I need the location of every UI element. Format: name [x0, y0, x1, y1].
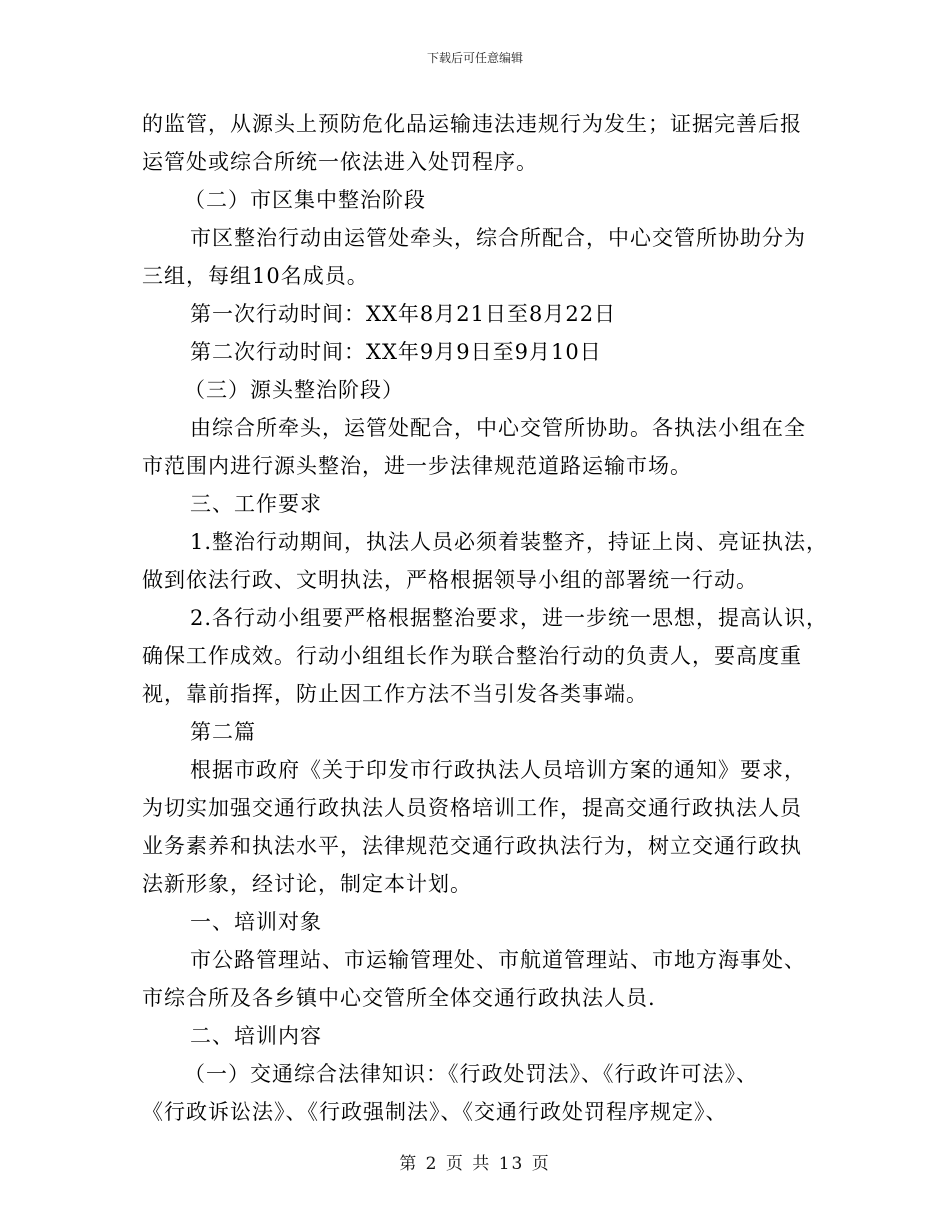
paragraph-line: 1.整治行动期间，执法人员必须着装整齐，持证上岗、亮证执法，: [190, 530, 829, 554]
paragraph-line: 《行政诉讼法》、《行政强制法》、《交通行政处罚程序规定》、: [142, 1100, 728, 1124]
paragraph-line: 三组，每组10名成员。: [142, 264, 369, 288]
paragraph-line: 市综合所及各乡镇中心交管所全体交通行政执法人员.: [142, 986, 656, 1010]
paragraph-line: 视，靠前指挥，防止因工作方法不当引发各类事端。: [142, 682, 648, 706]
section-heading: 二、培训内容: [190, 1024, 322, 1048]
paragraph-line: 做到依法行政、文明执法，严格根据领导小组的部署统一行动。: [142, 568, 758, 592]
document-body: [142, 105, 829, 1131]
page-header-note: 下载后可任意编辑: [426, 51, 523, 65]
section-heading: 第二篇: [190, 720, 256, 744]
paragraph-line: 为切实加强交通行政执法人员资格培训工作，提高交通行政执法人员: [142, 796, 802, 820]
section-heading: 三、工作要求: [190, 492, 322, 516]
paragraph-line: 市范围内进行源头整治，进一步法律规范道路运输市场。: [142, 454, 692, 478]
paragraph-line: 法新形象，经讨论，制定本计划。: [142, 872, 472, 896]
paragraph-line: 市公路管理站、市运输管理处、市航道管理站、市地方海事处、: [190, 948, 806, 972]
paragraph-line: （一）交通综合法律知识：《行政处罚法》、《行政许可法》、: [184, 1062, 758, 1086]
paragraph-line: 业务素养和执法水平，法律规范交通行政执法行为，树立交通行政执: [142, 834, 802, 858]
page-number: 第 2 页 共 13 页: [399, 1154, 551, 1174]
paragraph-line: 确保工作成效。行动小组组长作为联合整治行动的负责人，要高度重: [142, 644, 802, 668]
paragraph-line: 的监管，从源头上预防危化品运输违法违规行为发生；证据完善后报: [142, 112, 802, 136]
paragraph-line: 根据市政府《关于印发市行政执法人员培训方案的通知》要求，: [190, 758, 806, 782]
section-heading: （二）市区集中整治阶段: [184, 188, 426, 212]
section-heading: 一、培训对象: [190, 910, 322, 934]
paragraph-line: 第二次行动时间：XX年9月9日至9月10日: [190, 340, 602, 364]
section-heading: （三）源头整治阶段）: [184, 378, 404, 402]
paragraph-line: 由综合所牵头，运管处配合，中心交管所协助。各执法小组在全: [190, 416, 806, 440]
paragraph-line: 第一次行动时间：XX年8月21日至8月22日: [190, 302, 617, 326]
paragraph-line: 市区整治行动由运管处牵头，综合所配合，中心交管所协助分为: [190, 226, 806, 250]
paragraph-line: 2.各行动小组要严格根据整治要求，进一步统一思想，提高认识，: [190, 606, 829, 630]
paragraph-line: 运管处或综合所统一依法进入处罚程序。: [142, 150, 538, 174]
